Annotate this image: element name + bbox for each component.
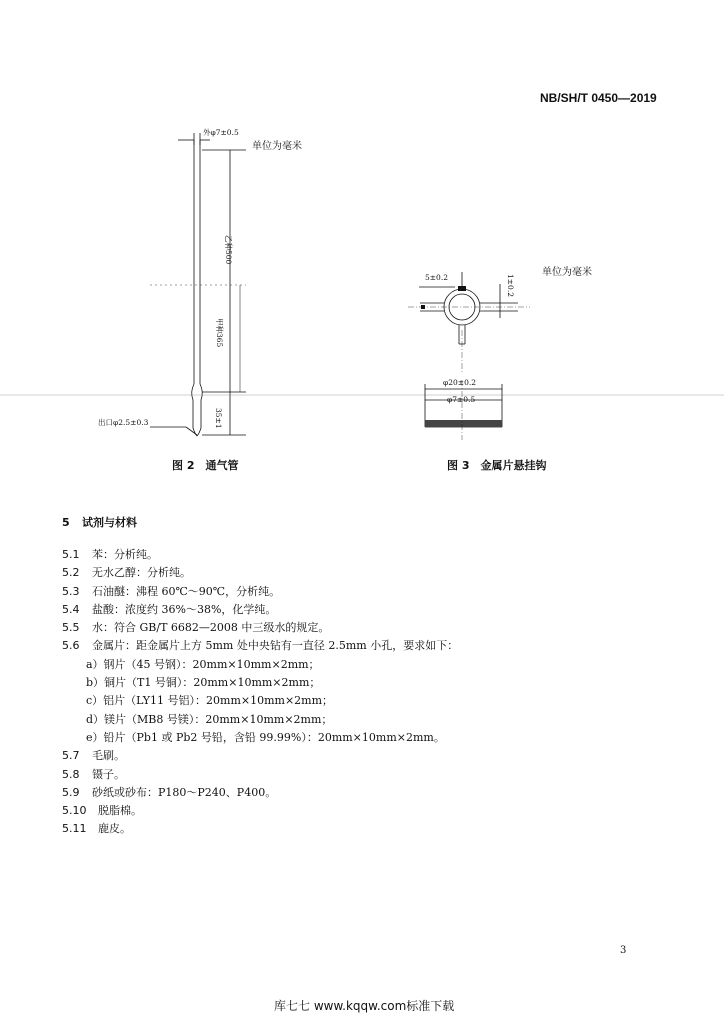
item-text: 水：符合 GB/T 6682—2008 中三级水的规定。 <box>92 621 330 635</box>
sub-item-text: c）铝片（LY11 号铝）：20mm×10mm×2mm； <box>86 694 334 708</box>
item-text: 金属片：距金属片上方 5mm 处中央钻有一直径 2.5mm 小孔，要求如下： <box>92 639 459 653</box>
sub-item <box>62 674 458 692</box>
fig3-inner-diameter: φ7±0.5 <box>447 395 476 404</box>
item-number: 5.7 <box>62 749 80 763</box>
fig2-outlet-label: 出口φ2.5±0.3 <box>98 418 149 427</box>
fig3-outer-diameter: φ20±0.2 <box>443 378 477 387</box>
list-item <box>62 583 458 601</box>
list-item <box>62 546 458 564</box>
item-text: 镊子。 <box>92 767 125 781</box>
fig3-width-dim: 5±0.2 <box>425 273 448 282</box>
footer-watermark: 库七七 www.kqqw.com标准下载 <box>274 999 455 1013</box>
item-list <box>62 546 458 839</box>
item-number: 5.9 <box>62 785 80 799</box>
fig2-outer-diameter: 外φ7±0.5 <box>203 128 239 137</box>
sub-item <box>62 729 458 747</box>
fig2-type-b-length: 乙种500 <box>224 235 233 265</box>
figure3-marks <box>421 286 466 309</box>
list-item <box>62 637 458 655</box>
sub-item <box>62 656 458 674</box>
sub-item-text: e）铅片（Pb1 或 Pb2 号铅，含铅 99.99%）：20mm×10mm×2mm。 <box>86 730 445 744</box>
list-item <box>62 747 458 765</box>
list-item <box>62 619 458 637</box>
figure2-unit-note: 单位为毫米 <box>252 141 302 152</box>
item-text: 脱脂棉。 <box>98 804 142 818</box>
item-text: 苯：分析纯。 <box>92 548 158 561</box>
list-item <box>62 601 458 619</box>
item-text: 砂纸或砂布：P180～P240、P400。 <box>92 785 277 799</box>
item-number: 5.5 <box>62 621 80 635</box>
list-item <box>62 766 458 784</box>
figure3-caption: 图 3 金属片悬挂钩 <box>447 459 547 472</box>
item-text: 石油醚：沸程 60℃～90℃，分析纯。 <box>92 584 281 598</box>
figure3-unit-note: 单位为毫米 <box>542 267 592 278</box>
sub-item-text: b）铜片（T1 号铜）：20mm×10mm×2mm； <box>86 676 321 690</box>
figure2-tube <box>0 133 724 436</box>
figures-drawing <box>0 0 724 480</box>
item-number: 5.10 <box>62 804 87 818</box>
sub-item-text: a）钢片（45 号钢）：20mm×10mm×2mm； <box>86 657 320 671</box>
list-item <box>62 802 458 820</box>
item-number: 5.4 <box>62 602 80 616</box>
list-item <box>62 784 458 802</box>
section-title: 试剂与材料 <box>82 516 137 529</box>
fig3-height-dim: 1±0.2 <box>506 274 515 297</box>
item-number: 5.3 <box>62 584 80 598</box>
figure3-hook-side <box>425 380 502 440</box>
sub-item <box>62 711 458 729</box>
standard-code: NB/SH/T 0450—2019 <box>540 91 657 105</box>
item-number: 5.1 <box>62 548 80 561</box>
list-item <box>62 820 458 838</box>
item-text: 鹿皮。 <box>98 822 131 836</box>
item-number: 5.2 <box>62 566 80 580</box>
figure2-caption: 图 2 通气管 <box>172 459 239 472</box>
fig2-bottom-length: 35±1 <box>214 408 223 429</box>
item-number: 5.11 <box>62 822 87 836</box>
item-text: 毛刷。 <box>92 749 125 763</box>
item-text: 盐酸：浓度约 36%～38%，化学纯。 <box>92 602 277 616</box>
list-item <box>62 564 458 582</box>
sub-item-text: d）镁片（MB8 号镁）：20mm×10mm×2mm； <box>86 712 333 726</box>
section-heading <box>62 514 137 530</box>
page-number: 3 <box>620 945 627 956</box>
item-text: 无水乙醇：分析纯。 <box>92 566 191 580</box>
item-number: 5.8 <box>62 767 80 781</box>
sub-item <box>62 692 458 710</box>
section-number: 5 <box>62 516 70 529</box>
fig2-type-a-length: 甲种365 <box>215 318 224 348</box>
item-number: 5.6 <box>62 639 80 653</box>
